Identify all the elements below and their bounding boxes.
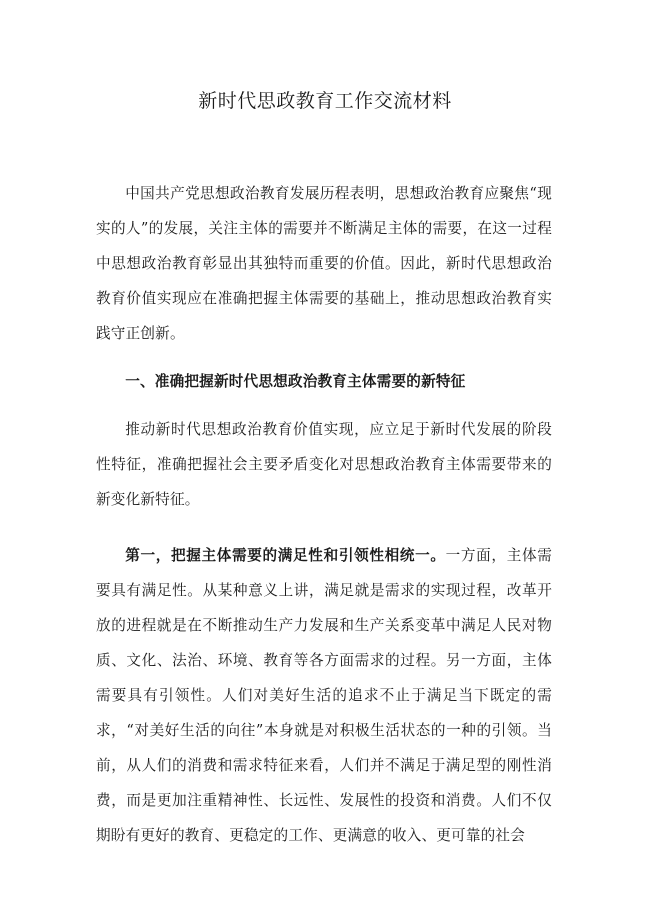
point-one-body: 一方面，主体需要具有满足性。从某种意义上讲，满足就是需求的实现过程，改革开放的进程就是在不断推动生产力发展和生产关系变革中满足人民对物质、文化、法治、环境、教育等各方面需求的过程。另一方面，主体需要具有引领性。人们对美好生活的追求不止于满足当下既定的需求，“对美好生活的向往”本身就是对积极生活状态的一种的引领。当前，从人们的消费和需求特征来看，人们并不满足于满足型的刚性消费，而是更加注重精神性、长远性、发展性的投资和消费。人们不仅期盼有更好的教育、更稳定的工作、更满意的收入、更可靠的社会 <box>96 547 553 844</box>
point-one-paragraph <box>96 538 552 853</box>
section-paragraph: 推动新时代思想政治教育价值实现，应立足于新时代发展的阶段性特征，准确把握社会主要矛盾变化对思想政治教育主体需要带来的新变化新特征。 <box>96 421 552 508</box>
section-heading: 一、准确把握新时代思想政治教育主体需要的新特征 <box>125 373 466 390</box>
document-title: 新时代思政教育工作交流材料 <box>198 90 452 112</box>
intro-paragraph: 中国共产党思想政治教育发展历程表明，思想政治教育应聚焦“现实的人”的发展，关注主体的需要并不断满足主体的需要，在这一过程中思想政治教育彰显出其独特而重要的价值。因此，新时代思想政治教育价值实现应在准确把握主体需要的基础上，推动思想政治教育实践守正创新。 <box>96 185 552 342</box>
point-one-lead: 第一，把握主体需要的满足性和引领性相统一。 <box>125 547 446 564</box>
